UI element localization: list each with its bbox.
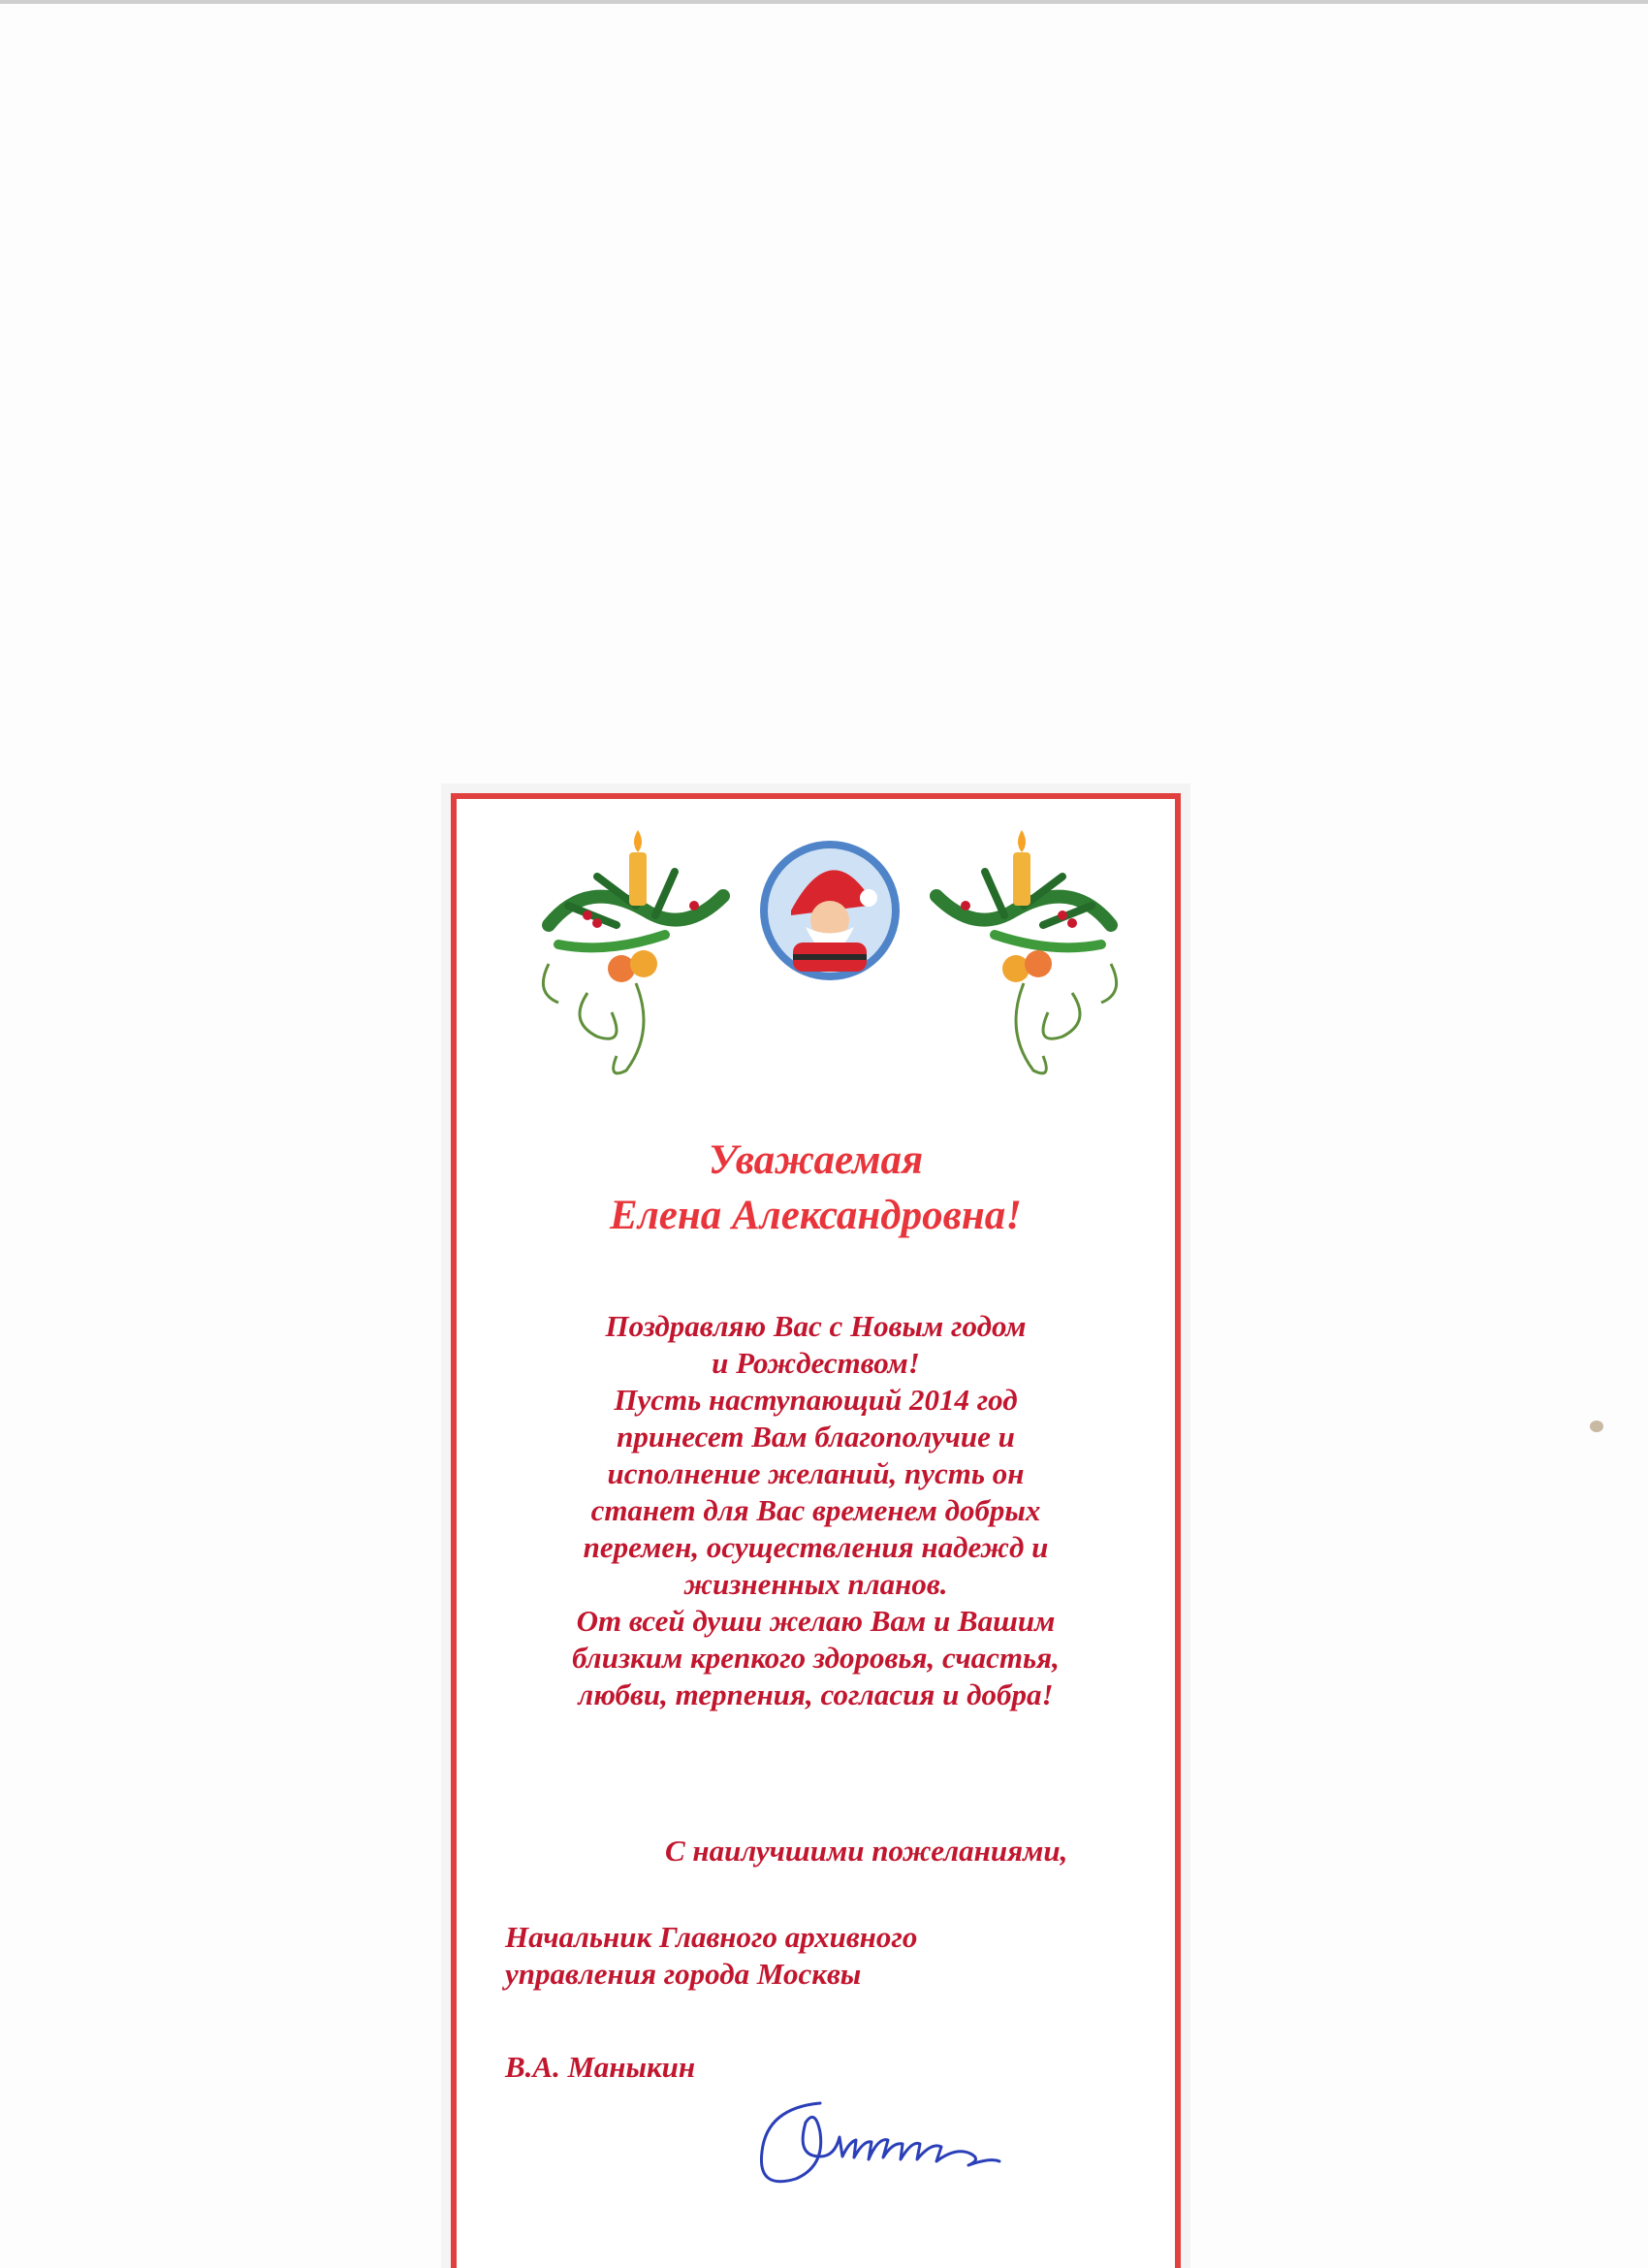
congratulation-text	[457, 1308, 1175, 1713]
position-line: Начальник Главного архивного	[505, 1920, 918, 1954]
body-line: От всей души желаю Вам и Вашим	[576, 1604, 1056, 1638]
body-line: принесет Вам благополучие и	[617, 1420, 1015, 1453]
body-line: перемен, осуществления надежд и	[583, 1530, 1049, 1564]
signer-name: В.А. Маныкин	[505, 2050, 696, 2084]
body-line: жизненных планов.	[683, 1567, 948, 1601]
christmas-ornament-header	[529, 818, 1130, 1109]
body-line: и Рождеством!	[712, 1346, 920, 1380]
body-line: близким крепкого здоровья, счастья,	[572, 1641, 1060, 1675]
scan-edge-line	[0, 0, 1648, 4]
scan-speck	[1590, 1421, 1603, 1432]
greeting-card	[441, 783, 1190, 2268]
santa-claus-medallion-icon	[760, 841, 900, 980]
christmas-ornament-left-icon	[543, 830, 723, 1073]
body-line: станет для Вас временем добрых	[590, 1493, 1041, 1527]
signer-position	[505, 1919, 917, 1993]
body-line: Поздравляю Вас с Новым годом	[605, 1309, 1027, 1343]
position-line: управления города Москвы	[505, 1957, 862, 1991]
christmas-ornament-right-icon	[936, 830, 1117, 1073]
greeting-line-2: Елена Александровна!	[610, 1193, 1022, 1238]
body-line: Пусть наступающий 2014 год	[614, 1383, 1018, 1417]
handwritten-signature-icon	[728, 2064, 1058, 2200]
card-red-frame	[451, 793, 1181, 2268]
greeting-line-1: Уважаемая	[708, 1137, 924, 1183]
body-line: исполнение желаний, пусть он	[607, 1456, 1025, 1490]
closing-regards: С наилучшими пожеланиями,	[665, 1834, 1068, 1868]
body-line: любви, терпения, согласия и добра!	[578, 1677, 1054, 1711]
